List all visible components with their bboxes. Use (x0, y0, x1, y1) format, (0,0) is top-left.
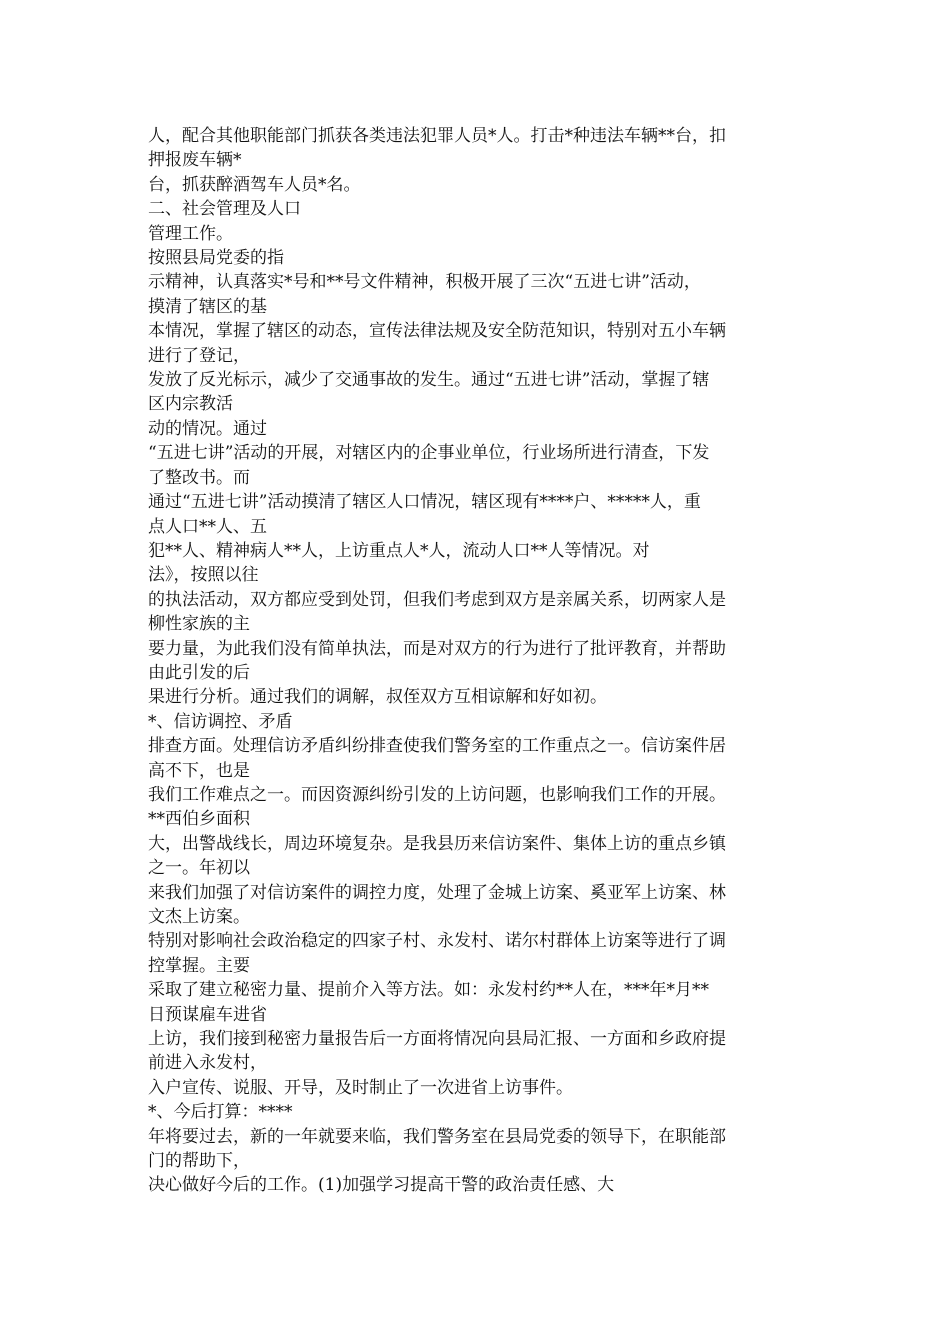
text-line: 台，抓获醉酒驾车人员*名。 (148, 174, 361, 195)
text-line: 门的帮助下， (148, 1151, 250, 1172)
text-line: 入户宣传、说服、开导，及时制止了一次进省上访事件。 (148, 1077, 573, 1098)
text-line: 通过“五进七讲”活动摸清了辖区人口情况，辖区现有****户、*****人，重 (148, 492, 701, 513)
text-line: 排查方面。处理信访矛盾纠纷排查使我们警务室的工作重点之一。信访案件居 (148, 736, 726, 757)
text-line: 决心做好今后的工作。(1)加强学习提高干警的政治责任感、大 (148, 1175, 615, 1196)
section-heading: *、信访调控、矛盾 (148, 711, 293, 732)
text-line: 管理工作。 (148, 223, 233, 244)
text-line: 来我们加强了对信访案件的调控力度，处理了金城上访案、奚亚军上访案、林 (148, 882, 726, 903)
text-line: 特别对影响社会政治稳定的四家子村、永发村、诺尔村群体上访案等进行了调 (148, 931, 726, 952)
text-line: 动的情况。通过 (148, 418, 267, 439)
text-line: 区内宗教活 (148, 394, 233, 415)
text-line: 上访，我们接到秘密力量报告后一方面将情况向县局汇报、一方面和乡政府提 (148, 1029, 726, 1050)
section-heading: *、今后打算：**** (148, 1102, 293, 1123)
text-line: 摸清了辖区的基 (148, 296, 267, 317)
document-body (148, 124, 804, 1198)
text-line: 了整改书。而 (148, 467, 250, 488)
text-line: 控掌握。主要 (148, 955, 250, 976)
text-line: 年将要过去，新的一年就要来临，我们警务室在县局党委的领导下，在职能部 (148, 1126, 726, 1147)
text-line: **西伯乡面积 (148, 809, 250, 830)
text-line: 示精神，认真落实*号和**号文件精神，积极开展了三次“五进七讲”活动， (148, 272, 701, 293)
text-line: 高不下，也是 (148, 760, 250, 781)
text-line: “五进七讲”活动的开展，对辖区内的企事业单位，行业场所进行清查，下发 (148, 443, 710, 464)
text-line: 的执法活动，双方都应受到处罚，但我们考虑到双方是亲属关系，切两家人是 (148, 589, 726, 610)
section-heading: 二、社会管理及人口 (148, 199, 301, 220)
text-line: 采取了建立秘密力量、提前介入等方法。如：永发村约**人在，***年*月** (148, 980, 709, 1001)
text-line: 发放了反光标示，减少了交通事故的发生。通过“五进七讲”活动，掌握了辖 (148, 370, 710, 391)
text-line: 押报废车辆* (148, 150, 242, 171)
text-line: 犯**人、精神病人**人，上访重点人*人，流动人口**人等情况。对 (148, 540, 650, 561)
text-line: 人，配合其他职能部门抓获各类违法犯罪人员*人。打击*种违法车辆**台，扣 (148, 126, 726, 146)
text-line: 要力量，为此我们没有简单执法，而是对双方的行为进行了批评教育，并帮助 (148, 638, 726, 659)
text-line: 进行了登记， (148, 345, 250, 366)
text-line: 果进行分析。通过我们的调解，叔侄双方互相谅解和好如初。 (148, 687, 607, 708)
text-line: 柳性家族的主 (148, 614, 250, 635)
text-line: 前进入永发村， (148, 1053, 267, 1074)
text-line: 之一。年初以 (148, 858, 250, 879)
text-line: 我们工作难点之一。而因资源纠纷引发的上访问题，也影响我们工作的开展。 (148, 784, 726, 805)
text-line: 文杰上访案。 (148, 907, 250, 927)
text-line: 日预谋雇车进省 (148, 1004, 267, 1025)
text-line: 由此引发的后 (148, 662, 250, 683)
text-line: 点人口**人、五 (148, 516, 267, 537)
text-line: 按照县局党委的指 (148, 248, 284, 269)
text-line: 法》，按照以往 (148, 565, 259, 586)
text-line: 本情况，掌握了辖区的动态，宣传法律法规及安全防范知识，特别对五小车辆 (148, 321, 726, 342)
text-line: 大，出警战线长，周边环境复杂。是我县历来信访案件、集体上访的重点乡镇 (148, 833, 726, 854)
